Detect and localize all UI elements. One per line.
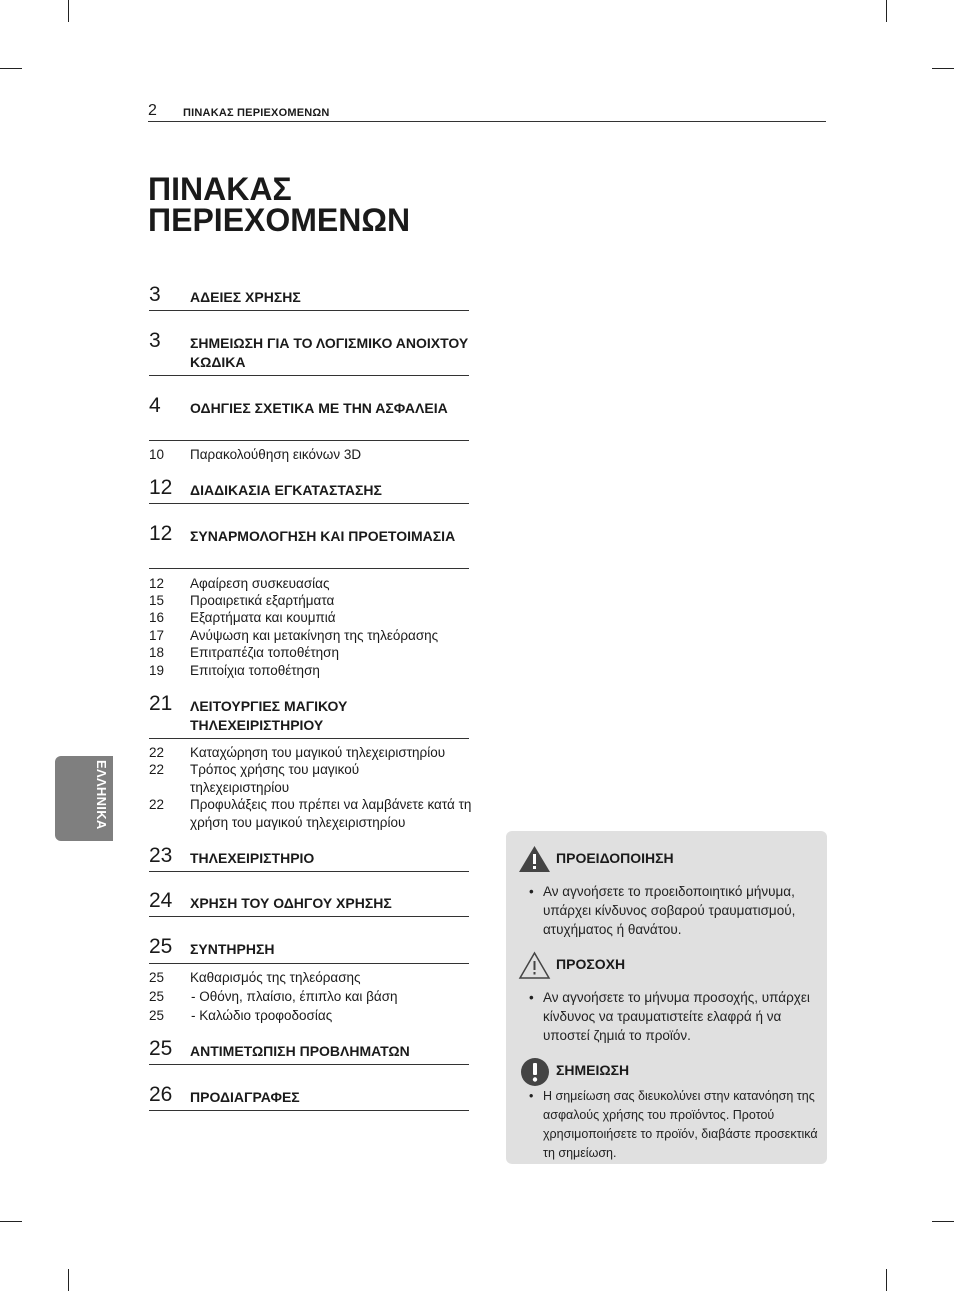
toc-section-label: ΧΡΗΣΗ ΤΟΥ ΟΔΗΓΟΥ ΧΡΗΣΗΣ xyxy=(190,895,392,911)
toc-section-label: ΑΝΤΙΜΕΤΩΠΙΣΗ ΠΡΟΒΛΗΜΑΤΩΝ xyxy=(190,1043,410,1059)
toc-section[interactable] xyxy=(149,477,469,504)
toc-section-page: 4 xyxy=(149,394,161,417)
toc-subitem-label: Προαιρετικά εξαρτήματα xyxy=(190,593,335,608)
toc-section-page: 26 xyxy=(149,1083,173,1106)
toc-section-label: ΣΥΝΑΡΜΟΛΟΓΗΣΗ ΚΑΙ ΠΡΟΕΤΟΙΜΑΣΙΑ xyxy=(190,528,456,544)
toc-section[interactable] xyxy=(149,1038,469,1065)
toc-section-page: 12 xyxy=(149,476,173,499)
header-divider xyxy=(148,121,826,122)
toc-section-label: ΔΙΑΔΙΚΑΣΙΑ ΕΓΚΑΤΑΣΤΑΣΗΣ xyxy=(190,482,382,498)
toc-section[interactable] xyxy=(149,395,469,441)
toc-section-label: ΠΡΟΔΙΑΓΡΑΦΕΣ xyxy=(190,1089,300,1105)
toc-section-page: 3 xyxy=(149,283,161,306)
toc-section-label: ΟΔΗΓΙΕΣ ΣΧΕΤΙΚΑ ΜΕ ΤΗΝ ΑΣΦΑΛΕΙΑ xyxy=(190,400,448,416)
toc-subitem-label: Επιτραπέζια τοποθέτηση xyxy=(190,645,340,660)
toc-subitem-page: 12 xyxy=(149,576,165,591)
toc-section-label: ΤΗΛΕΧΕΙΡΙΣΤΗΡΙΟ xyxy=(190,850,315,866)
toc-subitem-page: 15 xyxy=(149,593,165,608)
page-title: ΠΙΝΑΚΑΣ ΠΕΡΙΕΧΟΜΕΝΩΝ xyxy=(148,171,411,238)
crop-mark xyxy=(68,0,69,22)
note-title: ΣΗΜΕΙΩΣΗ xyxy=(556,1062,630,1078)
toc-section-page: 12 xyxy=(149,522,173,545)
toc-section-page: 25 xyxy=(149,1037,173,1060)
toc-section[interactable] xyxy=(149,330,469,376)
toc-subitem-page: 22 xyxy=(149,797,165,812)
toc-subitem-page: 18 xyxy=(149,645,165,660)
toc-subitem-label: Καθαρισμός της τηλεόρασης xyxy=(190,970,361,985)
toc-section[interactable] xyxy=(149,523,469,569)
toc-section-label: ΣΥΝΤΗΡΗΣΗ xyxy=(190,941,275,957)
toc-subitem-label: Εξαρτήματα και κουμπιά xyxy=(190,610,336,625)
crop-mark xyxy=(886,0,887,22)
running-title: ΠΙΝΑΚΑΣ ΠΕΡΙΕΧΟΜΕΝΩΝ xyxy=(183,107,330,119)
crop-mark xyxy=(0,68,22,69)
toc-section[interactable] xyxy=(149,890,469,917)
page-number: 2 xyxy=(148,102,157,119)
crop-mark xyxy=(932,1221,954,1222)
toc-section[interactable] xyxy=(149,693,469,739)
crop-mark xyxy=(68,1269,69,1291)
toc-section[interactable] xyxy=(149,284,469,311)
toc-section[interactable] xyxy=(149,936,469,964)
toc-subitem-label: - Οθόνη, πλαίσιο, έπιπλο και βάση xyxy=(191,989,398,1004)
toc-section-label: ΑΔΕΙΕΣ ΧΡΗΣΗΣ xyxy=(190,289,301,305)
warning-triangle-filled-icon xyxy=(518,845,551,873)
toc-section-label: ΛΕΙΤΟΥΡΓΙΕΣ ΜΑΓΙΚΟΥ ΤΗΛΕΧΕΙΡΙΣΤΗΡΙΟΥ xyxy=(190,698,348,733)
crop-mark xyxy=(0,1221,22,1222)
bullet: • xyxy=(529,884,534,899)
warning-body: Αν αγνοήσετε το προειδοποιητικό μήνυμα, υπάρχει κίνδυνος σοβαρού τραυματισμού, ατυχήματος ή θανάτου. xyxy=(543,884,796,937)
toc-section[interactable] xyxy=(149,1084,469,1111)
toc-subitem-label: Ανύψωση και μετακίνηση της τηλεόρασης xyxy=(190,628,439,643)
toc-subitem-label: Προφυλάξεις που πρέπει να λαμβάνετε κατά τη χρήση του μαγικού τηλεχειριστηρίου xyxy=(190,797,472,830)
toc-section-page: 3 xyxy=(149,329,161,352)
toc-subitem-label: Αφαίρεση συσκευασίας xyxy=(190,576,330,591)
toc-subitem-page: 25 xyxy=(149,970,165,985)
toc-section-page: 24 xyxy=(149,889,173,912)
toc-subitem-label: Παρακολούθηση εικόνων 3D xyxy=(190,447,362,462)
bullet: • xyxy=(529,1089,534,1103)
toc-subitem-page: 16 xyxy=(149,610,165,625)
crop-mark xyxy=(886,1269,887,1291)
toc-subitem-page: 22 xyxy=(149,762,165,777)
toc-section-page: 25 xyxy=(149,935,173,958)
toc-subitem-label: Επιτοίχια τοποθέτηση xyxy=(190,663,320,678)
toc-subitem-label: Τρόπος χρήσης του μαγικού τηλεχειριστηρίου xyxy=(190,762,360,795)
toc-subitem-page: 19 xyxy=(149,663,165,678)
crop-mark xyxy=(932,68,954,69)
caution-title: ΠΡΟΣΟΧΗ xyxy=(556,956,626,972)
caution-body: Αν αγνοήσετε το μήνυμα προσοχής, υπάρχει κίνδυνος να τραυματιστείτε ελαφρά ή να υποστεί ζημιά το προϊόν. xyxy=(543,990,810,1043)
toc-section-label: ΣΗΜΕΙΩΣΗ ΓΙΑ ΤΟ ΛΟΓΙΣΜΙΚΟ ΑΝΟΙΧΤΟΥ ΚΩΔΙΚΑ xyxy=(190,335,469,370)
toc-subitem-page: 10 xyxy=(149,447,165,462)
toc-subitem-label: - Καλώδιο τροφοδοσίας xyxy=(191,1008,333,1023)
bullet: • xyxy=(529,990,534,1005)
toc-subitem-page: 25 xyxy=(149,1008,165,1023)
exclamation-circle-icon xyxy=(520,1057,550,1087)
toc-subitem-page: 25 xyxy=(149,989,165,1004)
language-tab-label: ΕΛΛΗΝΙΚΑ xyxy=(94,760,109,830)
toc-section[interactable] xyxy=(149,845,469,872)
warning-title: ΠΡΟΕΙΔΟΠΟΙΗΣΗ xyxy=(556,850,674,866)
note-body: Η σημείωση σας διευκολύνει στην κατανόηση της ασφαλούς χρήσης του προϊόντος. Προτού χρησιμοποιήσετε το προϊόν, διαβάστε προσεκτικά τη σημείωση. xyxy=(543,1089,818,1160)
toc-subitem-page: 22 xyxy=(149,745,165,760)
toc-subitem-label: Καταχώρηση του μαγικού τηλεχειριστηρίου xyxy=(190,745,446,760)
toc-section-page: 21 xyxy=(149,692,173,715)
toc-subitem-page: 17 xyxy=(149,628,165,643)
caution-triangle-outline-icon xyxy=(518,951,551,979)
toc-section-page: 23 xyxy=(149,844,173,867)
